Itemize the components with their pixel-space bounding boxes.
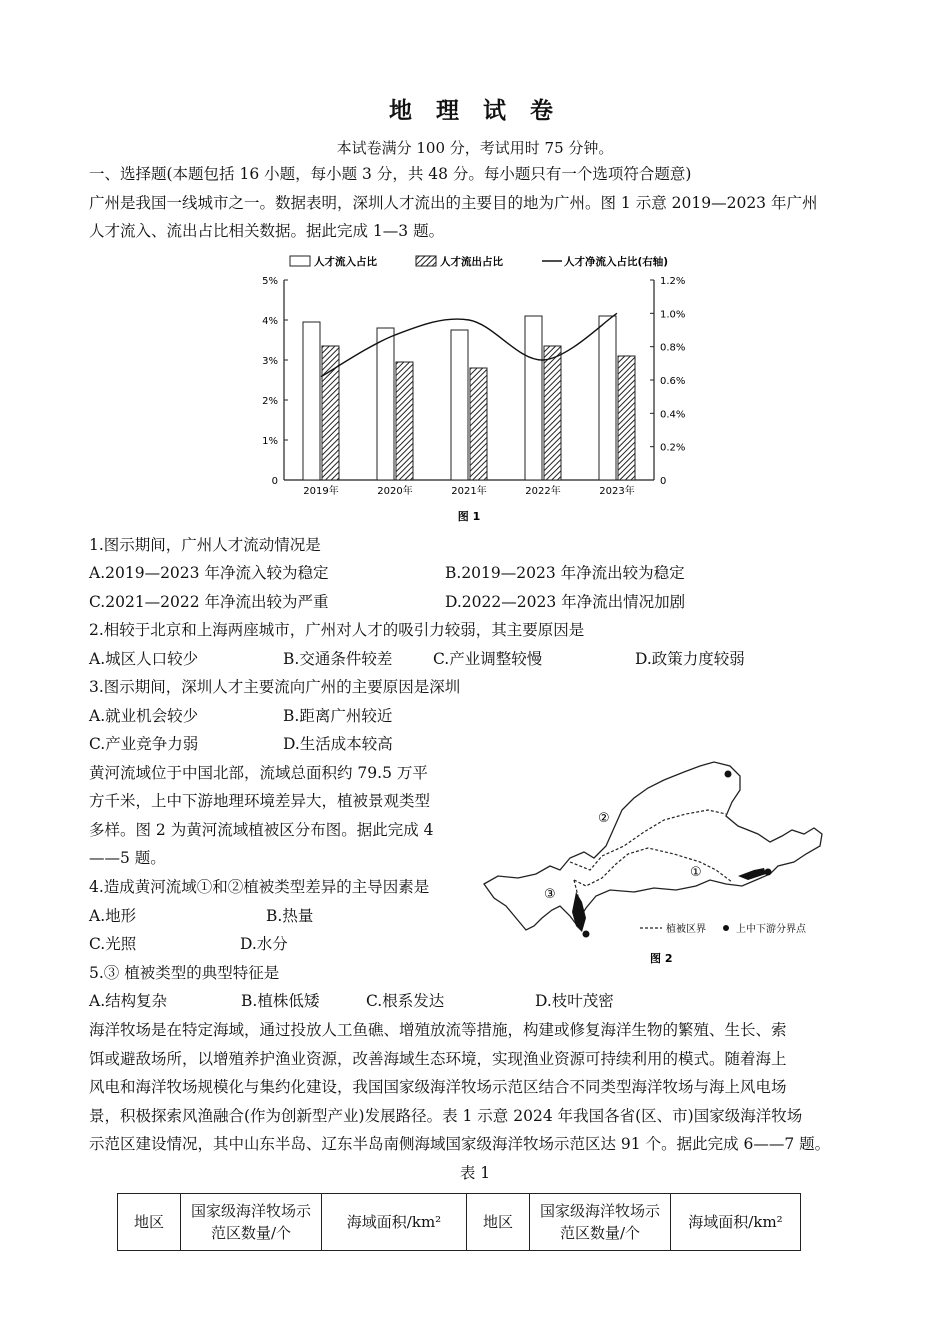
q4-option-b: B.热量 — [266, 907, 314, 925]
x-tick-label: 2021年 — [451, 486, 487, 497]
table-header-row — [118, 1194, 801, 1251]
q1-option-b: B.2019—2023 年净流出较为稳定 — [445, 564, 685, 582]
x-tick-label: 2020年 — [377, 486, 413, 497]
net-inflow-line — [321, 313, 617, 376]
q2-option-d: D.政策力度较弱 — [635, 650, 745, 668]
passage3-line4: 景，积极探索风渔融合(作为创新型产业)发展路径。表 1 示意 2024 年我国各省(区、市)国家级海洋牧场 — [89, 1107, 803, 1125]
left-tick-label: 3% — [262, 356, 278, 367]
q5-option-b: B.植株低矮 — [241, 992, 320, 1010]
header-count-line1: 国家级海洋牧场示 — [190, 1202, 311, 1220]
q2-stem: 2.相较于北京和上海两座城市，广州对人才的吸引力较弱，其主要原因是 — [89, 621, 585, 639]
q1-option-d: D.2022—2023 年净流出情况加剧 — [445, 593, 686, 611]
bar-outflow — [396, 362, 413, 480]
bar-outflow — [618, 356, 635, 480]
legend-outflow-label: 人才流出占比 — [440, 256, 503, 268]
q2-option-b: B.交通条件较差 — [283, 650, 393, 668]
passage3-line3: 风电和海洋牧场规模化与集约化建设，我国国家级海洋牧场示范区结合不同类型海洋牧场与海上风电场 — [89, 1078, 787, 1096]
bar-outflow — [470, 368, 487, 480]
q4-option-c: C.光照 — [89, 935, 137, 953]
passage2-line1: 黄河流域位于中国北部，流域总面积约 79.5 万平 — [89, 764, 428, 782]
basin-outline — [484, 762, 822, 930]
left-tick-label: 5% — [262, 276, 278, 287]
header-count — [181, 1194, 322, 1251]
passage3-line5: 示范区建设情况，其中山东半岛、辽东半岛南侧海域国家级海洋牧场示范区达 91 个。据此完成 6——7 题。 — [89, 1135, 831, 1153]
passage3-line2: 饵或避敌场所，以增殖养护渔业资源，改善海域生态环境，实现渔业资源可持续利用的模式。随着海上 — [89, 1050, 787, 1068]
right-tick-label: 1.0% — [660, 309, 686, 321]
q1-option-c: C.2021—2022 年净流出较为严重 — [89, 593, 329, 611]
table1-caption: 表 1 — [459, 1164, 491, 1182]
q3-option-a: A.就业机会较少 — [89, 707, 199, 725]
passage2-line2: 方千米，上中下游地理环境差异大，植被景观类型 — [89, 792, 431, 810]
section-heading: 一、选择题(本题包括 16 小题，每小题 3 分，共 48 分。每小题只有一个选项符合题意) — [89, 165, 692, 183]
figure2-yellow-river-map — [478, 758, 838, 966]
q3-option-d: D.生活成本较高 — [283, 735, 393, 753]
bar-outflow — [544, 346, 561, 480]
passage3-line1: 海洋牧场是在特定海域，通过投放人工鱼礁、增殖放流等措施，构建或修复海洋生物的繁殖、生长、索 — [89, 1021, 787, 1039]
header-area: 海域面积/km² — [322, 1194, 467, 1251]
q1-stem: 1.图示期间，广州人才流动情况是 — [89, 536, 321, 554]
legend-boundary-label: 植被区界 — [666, 924, 706, 935]
q4-stem: 4.造成黄河流域①和②植被类型差异的主导因素是 — [89, 878, 430, 896]
legend-point-sample — [723, 925, 729, 931]
figure1-chart — [240, 248, 700, 524]
legend-point-label: 上中下游分界点 — [736, 924, 806, 935]
x-tick-label: 2023年 — [599, 486, 635, 497]
right-tick-label: 1.2% — [660, 276, 686, 287]
region-label-2: ② — [598, 811, 610, 826]
x-tick-label: 2019年 — [303, 486, 339, 497]
bar-outflow — [322, 346, 339, 480]
q4-option-d: D.水分 — [240, 935, 288, 953]
bar-inflow — [525, 316, 542, 480]
table1 — [117, 1193, 801, 1251]
division-point-west — [583, 931, 590, 938]
bar-inflow — [451, 330, 468, 480]
page-title: 地 理 试 卷 — [388, 97, 562, 124]
vegetation-boundary-1 — [570, 810, 726, 870]
q1-option-a: A.2019—2023 年净流入较为稳定 — [89, 564, 329, 582]
q3-option-c: C.产业竞争力弱 — [89, 735, 199, 753]
legend-net-label: 人才净流入占比(右轴) — [564, 256, 669, 268]
q5-option-d: D.枝叶茂密 — [535, 992, 614, 1010]
passage2-line4: ——5 题。 — [89, 849, 166, 867]
header-area-2: 海域面积/km² — [671, 1194, 801, 1251]
header-count2-line1: 国家级海洋牧场示 — [539, 1202, 660, 1220]
q4-option-a: A.地形 — [89, 907, 137, 925]
legend-inflow-label: 人才流入占比 — [314, 256, 377, 268]
right-tick-label: 0 — [660, 476, 667, 487]
header-region-2: 地区 — [467, 1194, 530, 1251]
figure2-caption: 图 2 — [650, 952, 673, 965]
x-tick-label: 2022年 — [525, 486, 561, 497]
passage1-line1: 广州是我国一线城市之一。数据表明，深圳人才流出的主要目的地为广州。图 1 示意 2019—2023 年广州 — [89, 194, 818, 212]
region-label-3: ③ — [544, 887, 556, 902]
left-tick-label: 0 — [271, 476, 278, 487]
q3-stem: 3.图示期间，深圳人才主要流向广州的主要原因是深圳 — [89, 678, 461, 696]
bar-inflow — [377, 328, 394, 480]
passage2-line3: 多样。图 2 为黄河流域植被区分布图。据此完成 4 — [89, 821, 434, 839]
right-tick-label: 0.6% — [660, 376, 686, 387]
bar-inflow — [303, 322, 320, 480]
division-point-mid — [765, 869, 772, 876]
right-tick-label: 0.8% — [660, 342, 686, 354]
q5-option-c: C.根系发达 — [366, 992, 445, 1010]
q5-stem: 5.③ 植被类型的典型特征是 — [89, 964, 280, 982]
highlight-region — [572, 892, 586, 932]
header-count-line2: 范区数量/个 — [210, 1224, 292, 1242]
left-tick-label: 4% — [262, 316, 278, 327]
exam-note: 本试卷满分 100 分，考试用时 75 分钟。 — [336, 139, 614, 157]
q2-option-c: C.产业调整较慢 — [433, 650, 543, 668]
passage1-line2: 人才流入、流出占比相关数据。据此完成 1—3 题。 — [89, 222, 445, 240]
right-tick-label: 0.4% — [660, 409, 686, 421]
division-point-east — [725, 771, 732, 778]
figure1-caption: 图 1 — [457, 510, 481, 523]
legend-inflow-swatch — [290, 256, 310, 266]
left-tick-label: 1% — [262, 436, 278, 447]
q3-option-b: B.距离广州较近 — [283, 707, 393, 725]
q2-option-a: A.城区人口较少 — [89, 650, 199, 668]
header-count2-line2: 范区数量/个 — [559, 1224, 641, 1242]
bar-inflow — [599, 316, 616, 480]
left-tick-label: 2% — [262, 396, 278, 407]
right-tick-label: 0.2% — [660, 442, 686, 454]
legend-outflow-swatch — [416, 256, 436, 266]
header-count-2 — [530, 1194, 671, 1251]
region-label-1: ① — [690, 865, 702, 880]
q5-option-a: A.结构复杂 — [89, 992, 168, 1010]
header-region: 地区 — [118, 1194, 181, 1251]
